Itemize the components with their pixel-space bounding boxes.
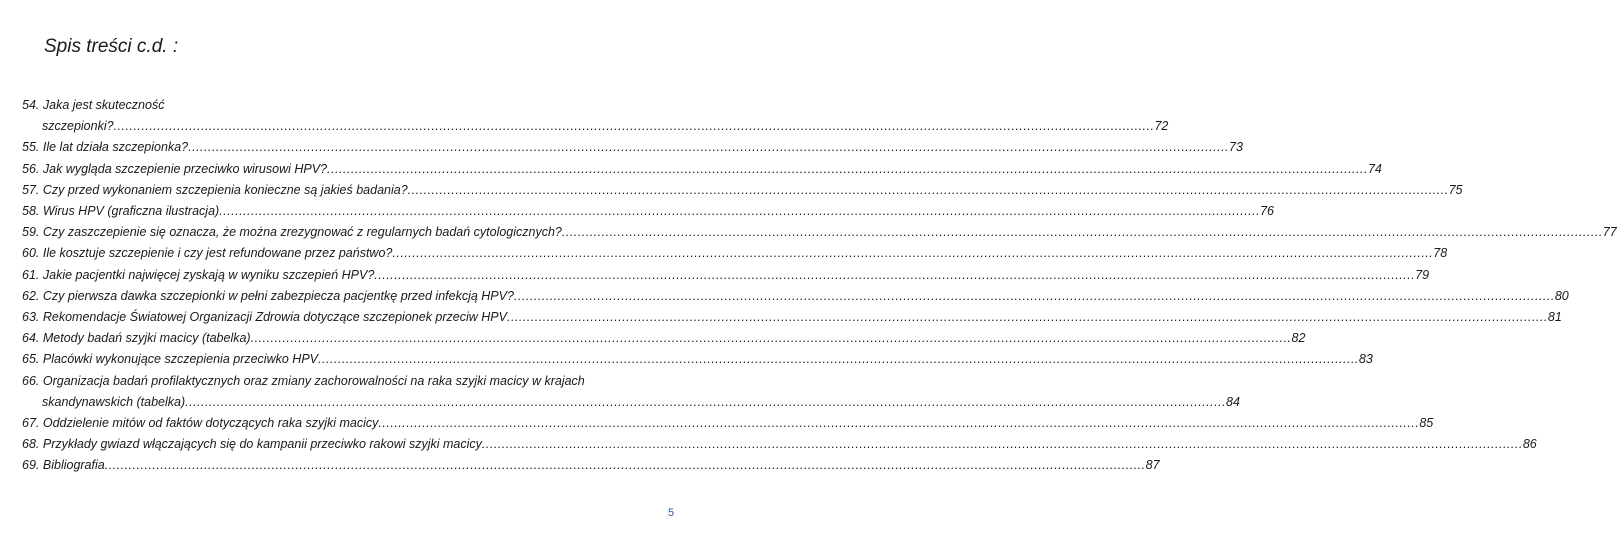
toc-entry-page: 74 — [1367, 161, 1382, 176]
leader-dots — [514, 286, 1555, 307]
toc-entry-page: 78 — [1433, 246, 1448, 261]
toc-entry-page: 83 — [1358, 352, 1373, 367]
leader-dots — [105, 455, 1146, 476]
toc-entry-69 — [22, 455, 1160, 476]
toc-entry-title: Jak wygląda szczepienie przeciwko wirusowi HPV? — [42, 161, 328, 176]
toc-entry-number: 56. — [22, 161, 40, 176]
toc-entry-number: 66. — [22, 373, 40, 388]
toc-entry-page: 80 — [1554, 288, 1569, 303]
toc-entry-title: skandynawskich (tabelka) — [42, 394, 186, 409]
toc-entry-number: 64. — [22, 331, 40, 346]
leader-dots — [251, 328, 1292, 349]
toc-entry-page: 73 — [1229, 140, 1243, 155]
toc-entry-58 — [22, 201, 1275, 222]
toc-entry-60 — [22, 243, 1448, 264]
toc-entry-page: 76 — [1260, 204, 1275, 219]
toc-entry-67 — [22, 413, 1434, 434]
leader-dots — [392, 243, 1433, 264]
page-title: Spis treści c.d. : — [44, 36, 179, 57]
toc-entry-page: 87 — [1145, 458, 1160, 473]
toc-entry-page: 75 — [1448, 182, 1463, 197]
toc-entry-title: Bibliografia — [42, 458, 105, 473]
toc-entry-number: 61. — [22, 267, 40, 282]
toc-entry-62 — [22, 286, 1569, 307]
toc-entry-page: 86 — [1522, 437, 1537, 452]
toc-entry-61 — [22, 265, 1430, 286]
toc-entry-number: 59. — [22, 225, 40, 240]
toc-entry-number: 58. — [22, 204, 40, 219]
toc-entry-title: Czy zaszczepienie się oznacza, że można zrezygnować z regularnych badań cytologicznych? — [42, 225, 562, 240]
toc-entry-title: Przykłady gwiazd włączających się do kampanii przeciwko rakowi szyjki macicy — [42, 437, 482, 452]
leader-dots — [114, 116, 1155, 137]
page-number: 5 — [668, 507, 675, 519]
leader-dots — [318, 349, 1359, 370]
toc-entry-title: Czy pierwsza dawka szczepionki w pełni zabezpiecza pacjentkę przed infekcją HPV? — [42, 288, 514, 303]
toc-entry-page: 79 — [1415, 267, 1430, 282]
toc-entry-number: 69. — [22, 458, 40, 473]
leader-dots — [219, 201, 1260, 222]
toc-entry-page: 81 — [1547, 310, 1562, 325]
toc-entry-number: 68. — [22, 437, 40, 452]
toc-entry-59 — [22, 222, 1617, 243]
toc-entry-number: 63. — [22, 310, 40, 325]
leader-dots — [507, 307, 1548, 328]
toc-entry-title: Placówki wykonujące szczepienia przeciwko HPV — [42, 352, 318, 367]
toc-entry-page: 85 — [1419, 416, 1434, 431]
leader-dots — [482, 434, 1523, 455]
toc-entry-page: 84 — [1226, 394, 1240, 409]
toc-entry-title: szczepionki? — [42, 119, 114, 134]
toc-entry-page: 72 — [1154, 119, 1169, 134]
leader-dots — [327, 159, 1368, 180]
toc-entry-63 — [22, 307, 1562, 328]
toc-entry-title: Czy przed wykonaniem szczepienia konieczne są jakieś badania? — [42, 182, 408, 197]
toc-entry-number: 62. — [22, 288, 40, 303]
toc-entry-title: Jakie pacjentki najwięcej zyskają w wyniku szczepień HPV? — [42, 267, 375, 282]
toc-entry-title: Ile kosztuje szczepienie i czy jest refundowane przez państwo? — [42, 246, 393, 261]
table-of-contents — [22, 95, 1617, 477]
toc-entry-64 — [22, 328, 1306, 349]
toc-entry-number: 65. — [22, 352, 40, 367]
toc-entry-title: Metody badań szyjki macicy (tabelka) — [42, 331, 251, 346]
toc-entry-page: 82 — [1291, 331, 1306, 346]
toc-entry-number: 55. — [22, 140, 40, 155]
toc-entry-65 — [22, 349, 1373, 370]
toc-entry-number: 54. — [22, 98, 40, 112]
toc-entry-68 — [22, 434, 1537, 455]
leader-dots — [562, 222, 1603, 243]
leader-dots — [188, 137, 1229, 158]
toc-entry-57 — [22, 180, 1463, 201]
leader-dots — [374, 265, 1415, 286]
toc-entry-page: 77 — [1602, 225, 1617, 240]
leader-dots — [408, 180, 1449, 201]
toc-entry-number: 57. — [22, 182, 40, 197]
toc-entry-number: 60. — [22, 246, 40, 261]
toc-entry-title: Wirus HPV (graficzna ilustracja) — [42, 204, 220, 219]
toc-entry-56 — [22, 159, 1382, 180]
toc-entry-55 — [22, 137, 1243, 158]
toc-entry-number: 67. — [22, 416, 40, 431]
toc-entry-54 — [22, 95, 1169, 137]
toc-entry-66 — [22, 371, 1240, 413]
toc-entry-title-line1: Organizacja badań profilaktycznych oraz zmiany zachorowalności na raka szyjki macicy w krajach — [42, 373, 585, 388]
toc-entry-title: Rekomendacje Światowej Organizacji Zdrowia dotyczące szczepionek przeciw HPV — [42, 310, 507, 325]
leader-dots — [185, 392, 1226, 413]
leader-dots — [378, 413, 1419, 434]
toc-entry-title-line1: Jaka jest skuteczność — [42, 98, 165, 112]
toc-entry-title: Oddzielenie mitów od faktów dotyczących raka szyjki macicy — [42, 416, 379, 431]
toc-entry-title: Ile lat działa szczepionka? — [42, 140, 189, 155]
